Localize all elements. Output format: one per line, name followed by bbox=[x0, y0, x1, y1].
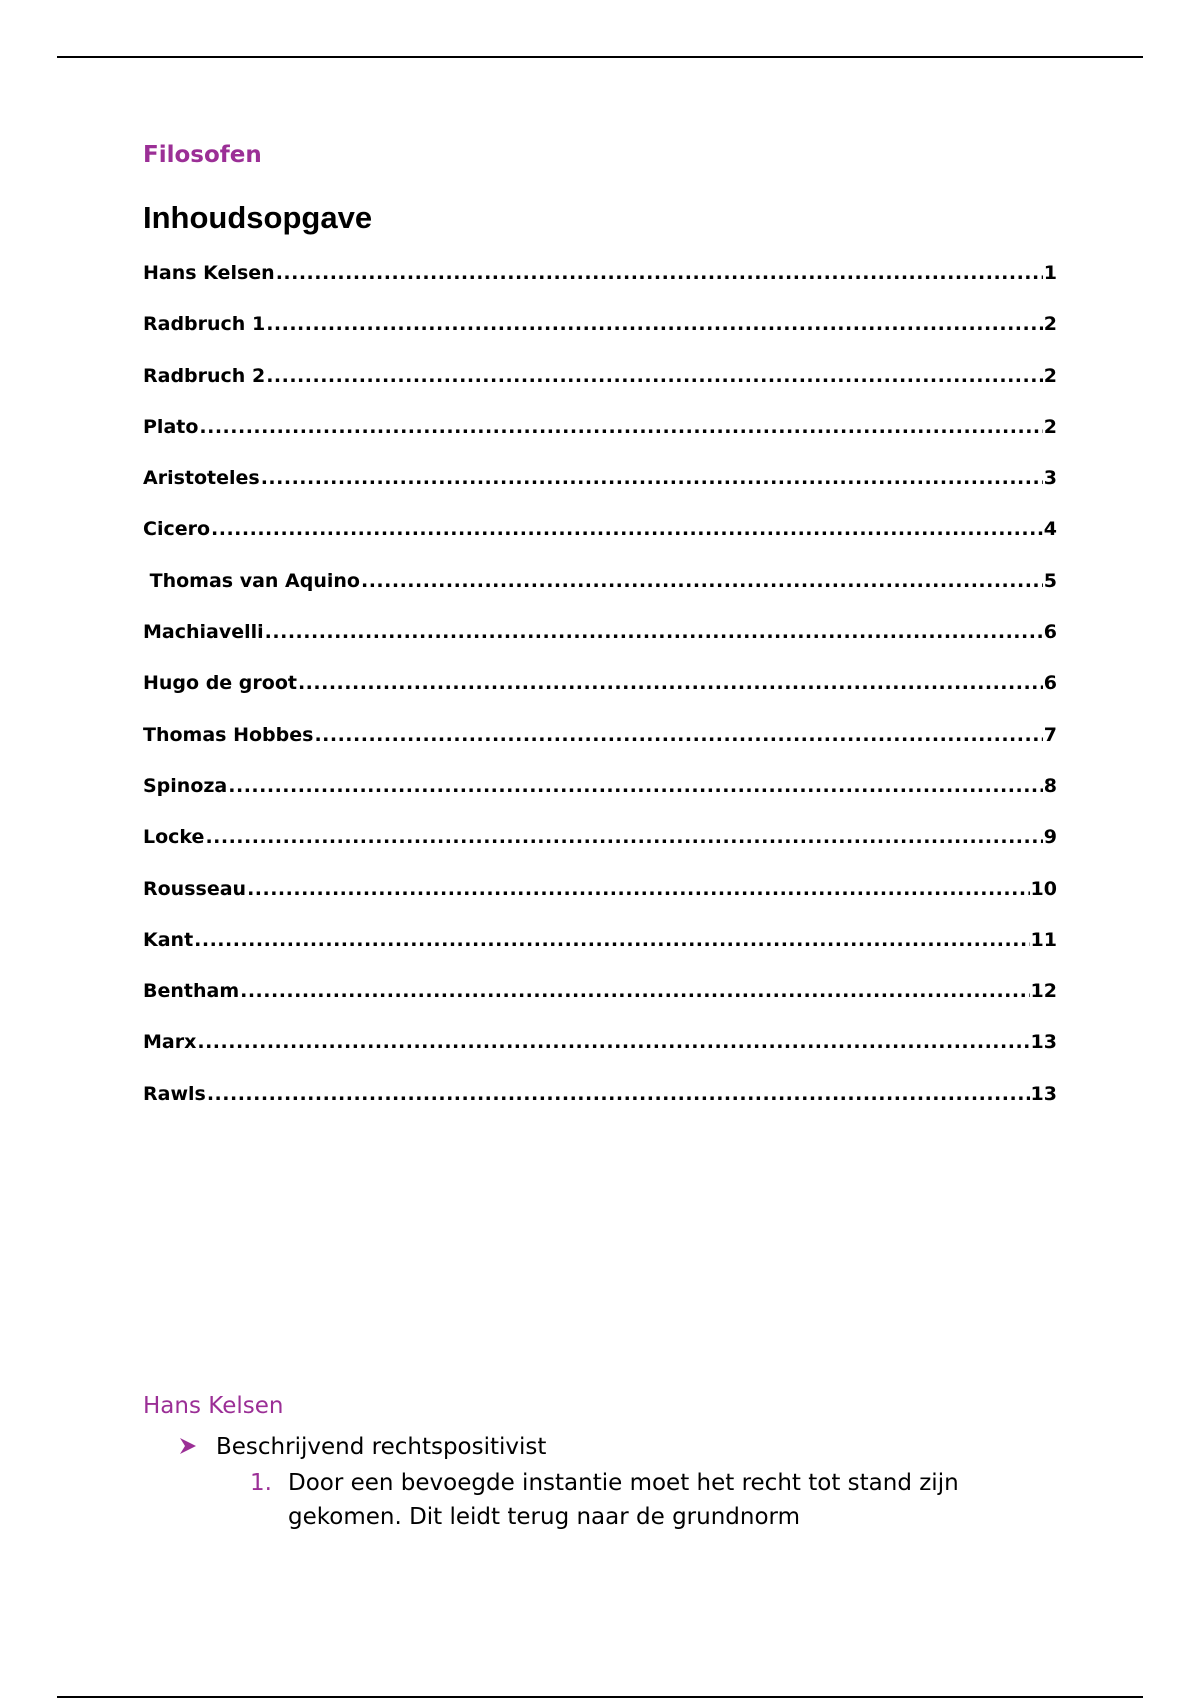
toc-entry-label: Locke bbox=[143, 826, 205, 849]
toc-entry-kant[interactable] bbox=[143, 929, 1057, 980]
toc-dot-leader bbox=[199, 416, 1042, 438]
toc-dot-leader bbox=[240, 980, 1029, 1002]
toc-title: Inhoudsopgave bbox=[143, 200, 373, 235]
arrow-bullet-icon bbox=[178, 1434, 216, 1460]
toc-entry-label: Radbruch 1 bbox=[143, 313, 266, 336]
toc-dot-leader bbox=[205, 826, 1042, 848]
bullet-list-item bbox=[178, 1434, 546, 1460]
toc-dot-leader bbox=[197, 1031, 1029, 1053]
toc-entry-page: 9 bbox=[1043, 826, 1057, 849]
toc-entry-hans-kelsen[interactable] bbox=[143, 262, 1057, 313]
table-of-contents bbox=[143, 262, 1057, 1134]
toc-entry-label: Cicero bbox=[143, 518, 211, 541]
toc-entry-page: 13 bbox=[1030, 1031, 1057, 1054]
toc-entry-page: 2 bbox=[1043, 313, 1057, 336]
document-subtitle: Filosofen bbox=[143, 142, 262, 168]
toc-entry-label: Marx bbox=[143, 1031, 197, 1054]
toc-entry-label: Bentham bbox=[143, 980, 240, 1003]
toc-entry-page: 12 bbox=[1030, 980, 1057, 1003]
toc-entry-label: Rawls bbox=[143, 1082, 206, 1105]
toc-entry-label: Aristoteles bbox=[143, 467, 260, 490]
toc-entry-page: 1 bbox=[1043, 262, 1057, 284]
toc-entry-page: 8 bbox=[1043, 774, 1057, 797]
toc-entry-spinoza[interactable] bbox=[143, 775, 1057, 826]
toc-entry-label: Radbruch 2 bbox=[143, 364, 266, 387]
toc-entry-page: 4 bbox=[1043, 518, 1057, 541]
toc-dot-leader bbox=[211, 518, 1043, 540]
toc-entry-hugo-de-groot[interactable] bbox=[143, 672, 1057, 723]
toc-entry-rousseau[interactable] bbox=[143, 878, 1057, 929]
toc-dot-leader bbox=[298, 672, 1043, 694]
toc-dot-leader bbox=[207, 1083, 1030, 1105]
toc-entry-page: 5 bbox=[1043, 569, 1057, 592]
list-number: 1. bbox=[250, 1470, 272, 1496]
toc-entry-page: 13 bbox=[1030, 1082, 1057, 1105]
toc-entry-bentham[interactable] bbox=[143, 980, 1057, 1031]
toc-dot-leader bbox=[247, 878, 1029, 900]
toc-dot-leader bbox=[276, 262, 1043, 284]
toc-entry-page: 6 bbox=[1043, 672, 1057, 695]
toc-entry-page: 11 bbox=[1030, 928, 1057, 951]
toc-entry-page: 3 bbox=[1043, 467, 1057, 490]
toc-entry-label: Rousseau bbox=[143, 877, 247, 900]
toc-entry-page: 2 bbox=[1043, 415, 1057, 438]
toc-dot-leader bbox=[265, 621, 1043, 643]
footer-rule bbox=[57, 1696, 1143, 1698]
toc-entry-label: Hans Kelsen bbox=[143, 262, 275, 284]
toc-entry-label: Hugo de groot bbox=[143, 672, 297, 695]
toc-dot-leader bbox=[228, 775, 1043, 797]
toc-entry-page: 7 bbox=[1043, 723, 1057, 746]
list-item-text: Door een bevoegde instantie moet het recht tot stand zijn gekomen. Dit leidt terug naar de grundnorm bbox=[288, 1470, 959, 1530]
toc-entry-machiavelli[interactable] bbox=[143, 621, 1057, 672]
toc-dot-leader bbox=[261, 467, 1043, 489]
toc-entry-cicero[interactable] bbox=[143, 518, 1057, 569]
numbered-list-item bbox=[250, 1466, 1010, 1534]
toc-entry-page: 10 bbox=[1030, 877, 1057, 900]
toc-entry-label: Thomas Hobbes bbox=[143, 723, 314, 746]
toc-entry-thomas-hobbes[interactable] bbox=[143, 724, 1057, 775]
toc-entry-rawls[interactable] bbox=[143, 1083, 1057, 1134]
toc-entry-marx[interactable] bbox=[143, 1031, 1057, 1082]
bullet-text: Beschrijvend rechtspositivist bbox=[216, 1434, 547, 1460]
toc-entry-locke[interactable] bbox=[143, 826, 1057, 877]
toc-entry-page: 6 bbox=[1043, 621, 1057, 644]
toc-entry-label: Machiavelli bbox=[143, 621, 264, 644]
toc-entry-radbruch-1[interactable] bbox=[143, 313, 1057, 364]
toc-dot-leader bbox=[266, 365, 1043, 387]
toc-entry-radbruch-2[interactable] bbox=[143, 365, 1057, 416]
section-heading: Hans Kelsen bbox=[143, 1393, 284, 1419]
toc-entry-page: 2 bbox=[1043, 364, 1057, 387]
toc-entry-label: Kant bbox=[143, 928, 194, 951]
toc-dot-leader bbox=[361, 570, 1043, 592]
toc-entry-thomas-van-aquino[interactable] bbox=[143, 570, 1057, 621]
toc-dot-leader bbox=[194, 929, 1029, 951]
toc-entry-plato[interactable] bbox=[143, 416, 1057, 467]
toc-dot-leader bbox=[314, 724, 1042, 746]
header-rule bbox=[57, 56, 1143, 58]
toc-entry-label: Plato bbox=[143, 415, 199, 438]
toc-entry-label: Thomas van Aquino bbox=[143, 569, 360, 592]
toc-entry-aristoteles[interactable] bbox=[143, 467, 1057, 518]
toc-dot-leader bbox=[266, 313, 1043, 335]
toc-entry-label: Spinoza bbox=[143, 774, 228, 797]
